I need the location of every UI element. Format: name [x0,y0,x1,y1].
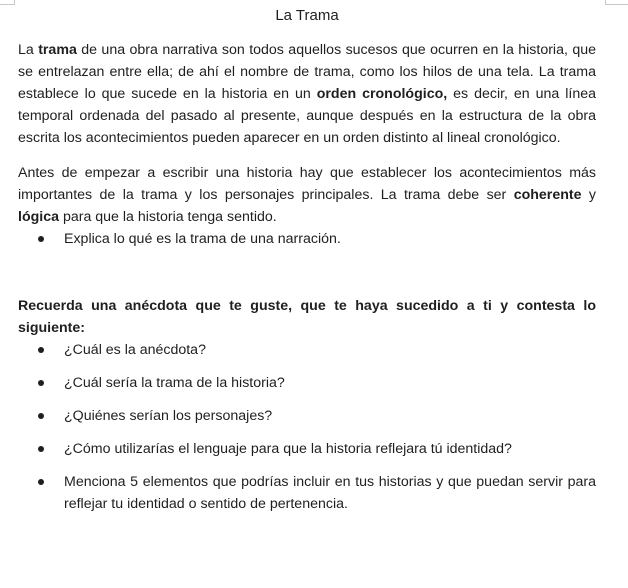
text-run: es decir, en una línea temporal ordenada del pasado al presente, aunque después en la estructura de la obra escrita los acontecimientos pueden aparecer en un orden distinto al lineal cronológico. [18,86,597,146]
bullet-icon [38,413,44,419]
bold-term-logica: lógica [18,209,59,225]
task2-list [18,339,596,515]
list-item [18,405,596,427]
text-run: La [18,42,39,58]
task2-heading: Recuerda una anécdota que te guste, que te haya sucedido a ti y contesta lo siguiente: [18,298,596,336]
task1-list [18,228,596,250]
list-item [18,471,596,515]
list-item-text: ¿Cuál sería la trama de la historia? [64,375,285,391]
page-corner-mark-left [0,0,15,5]
list-item-text: Menciona 5 elementos que podrías incluir en tus historias y que puedan servir para reflejar tu identidad o sentido de pertenencia. [64,474,596,512]
list-item [18,228,596,250]
list-item-text: ¿Cómo utilizarías el lenguaje para que la historia reflejara tú identidad? [64,441,512,457]
page-corner-mark-right [605,0,628,5]
text-run: Antes de empezar a escribir una historia hay que establecer los acontecimientos más importantes de la trama y los personajes principales. La trama debe ser [18,165,596,203]
bold-term-coherente: coherente [513,187,582,203]
list-item [18,438,596,460]
list-item-text: Explica lo qué es la trama de una narración. [64,231,341,247]
text-run: y [581,187,596,203]
list-item-text: ¿Quiénes serían los personajes? [64,408,273,424]
bold-term-trama: trama [38,42,77,58]
bullet-icon [38,446,44,452]
bullet-icon [38,380,44,386]
list-item-text: ¿Cuál es la anécdota? [64,342,206,358]
paragraph-definition [18,39,596,149]
paragraph-planning [18,162,596,228]
text-run: de una obra narrativa son todos aquellos sucesos que ocurren en la historia, que se entrelazan entre ella; de ahí el nombre de trama, como los hilos de una tela. La trama establece lo que sucede en la historia en un [18,42,596,102]
bullet-icon [38,479,44,485]
bullet-icon [38,347,44,353]
list-item [18,339,596,361]
text-run: para que la historia tenga sentido. [59,209,277,225]
bullet-icon [38,236,44,242]
list-item [18,372,596,394]
bold-term-orden-cronologico: orden cronológico, [316,86,448,102]
document-page [18,0,596,515]
document-title: La Trama [275,7,339,24]
